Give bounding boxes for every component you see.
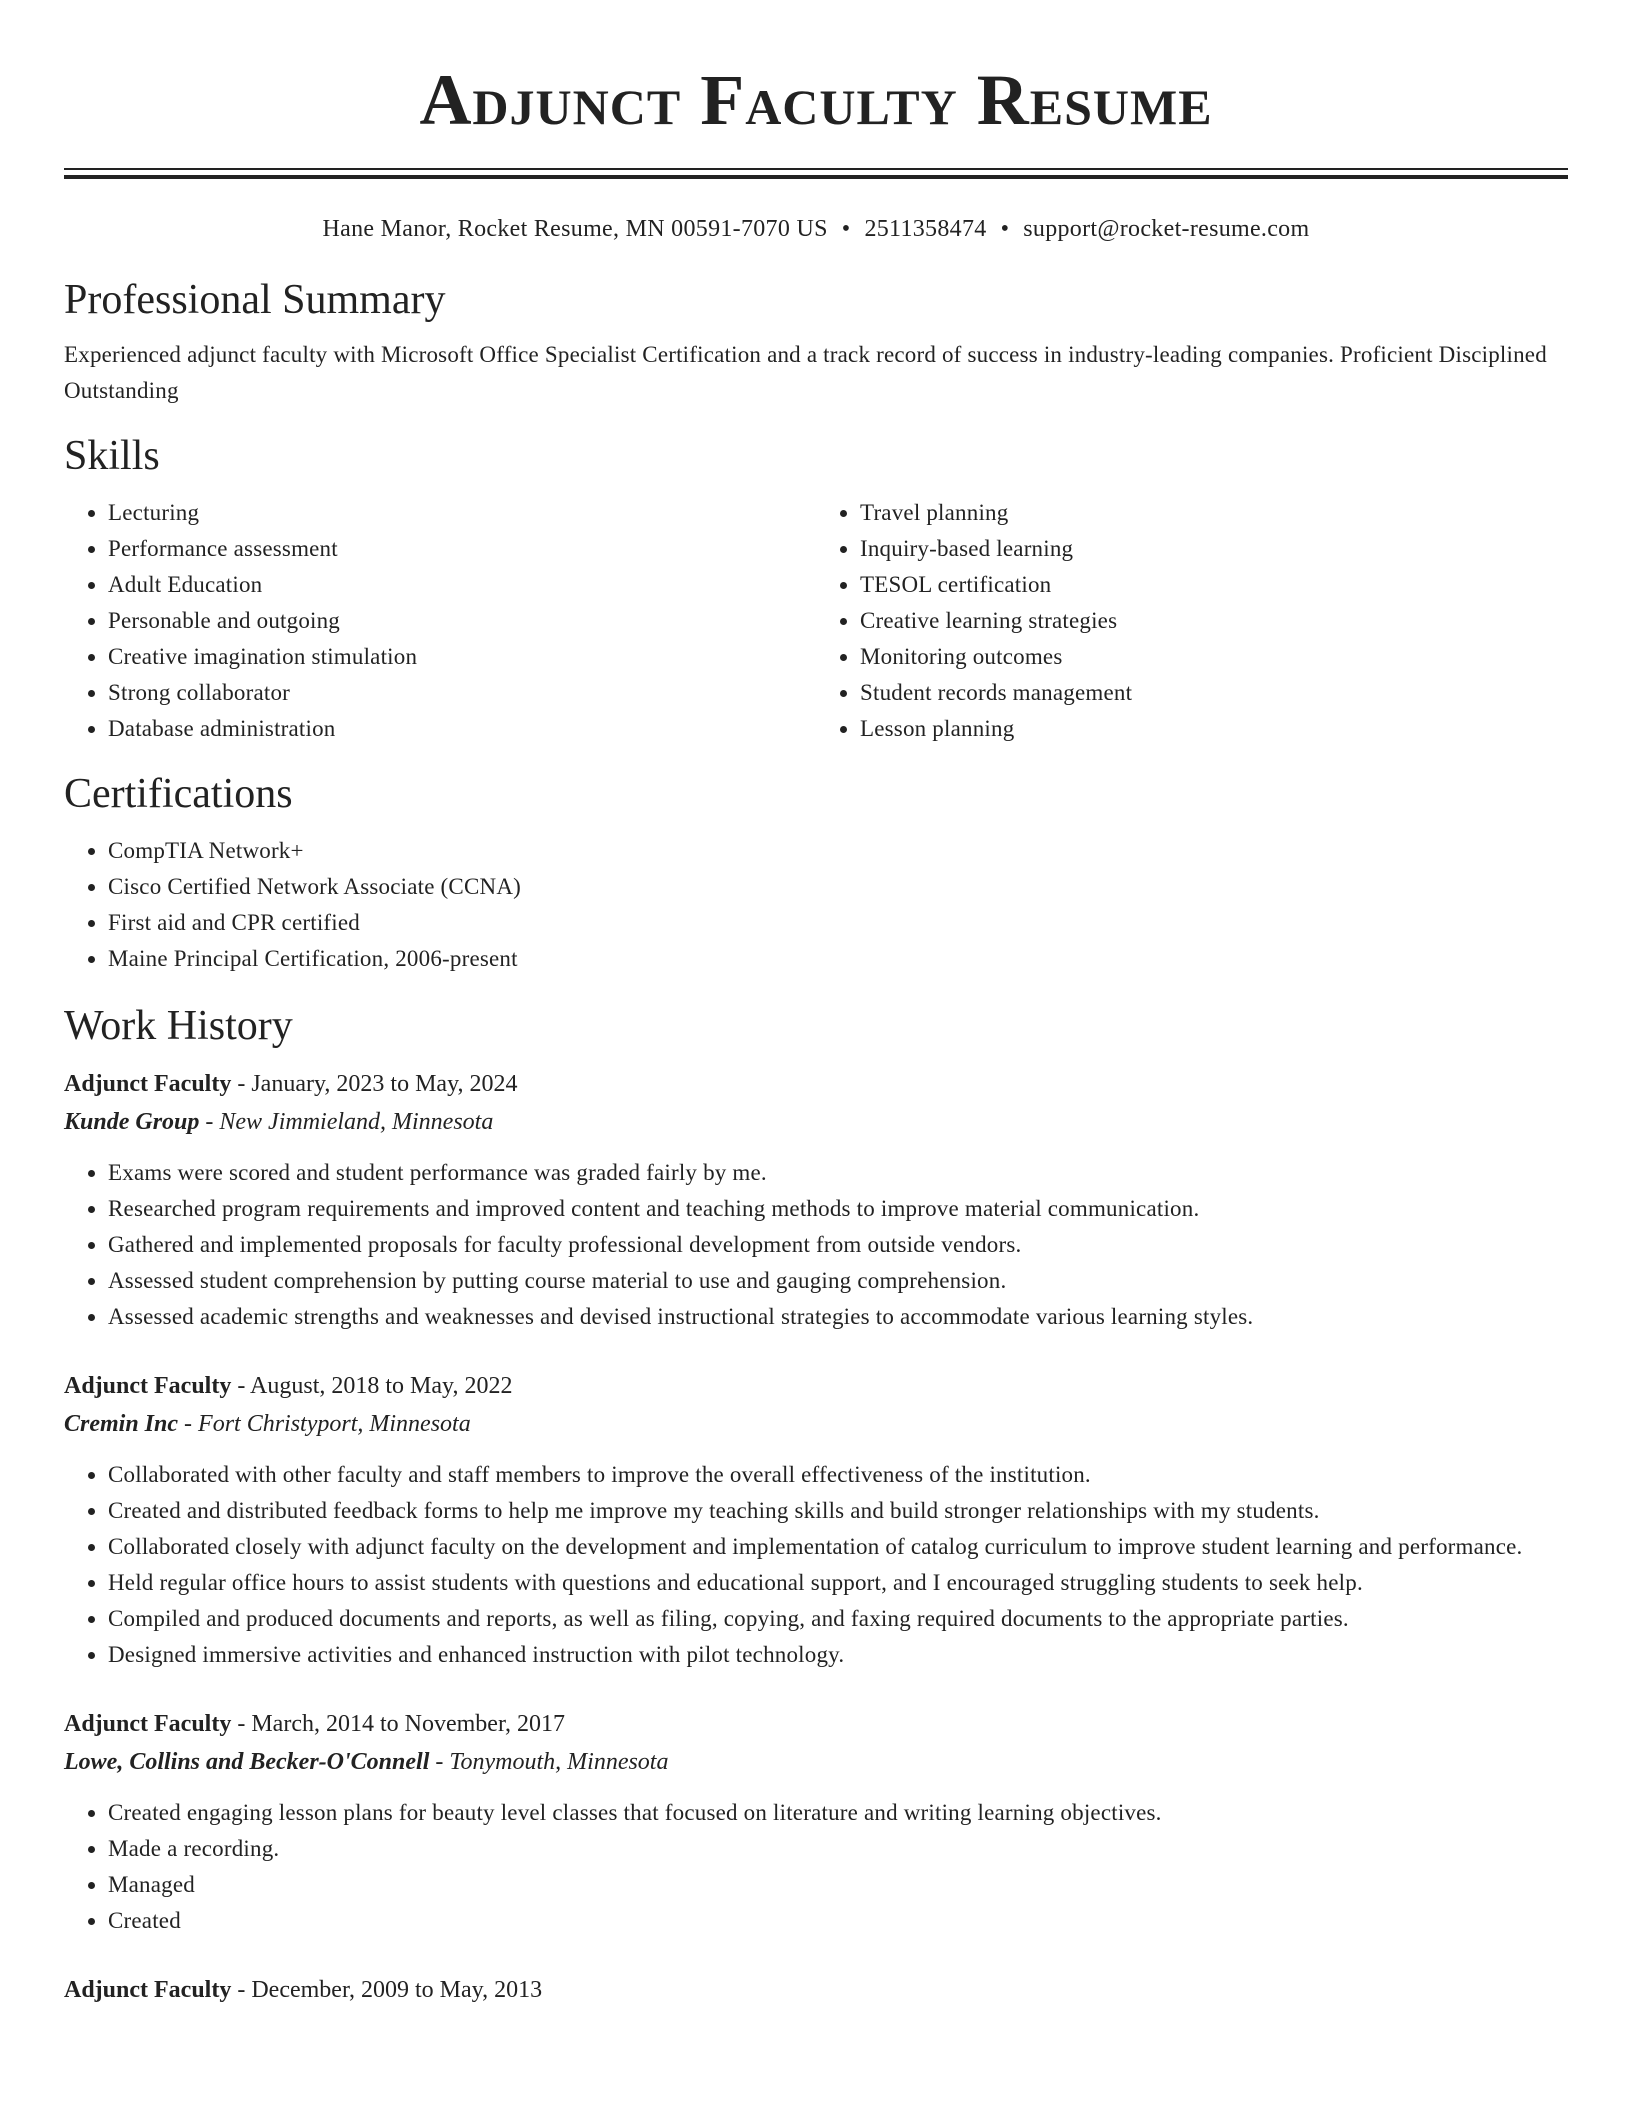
contact-line xyxy=(64,213,1568,245)
certification-item: • CompTIA Network+ xyxy=(108,833,1568,869)
job-entry xyxy=(64,1971,1568,2009)
job-bullets xyxy=(64,1795,1568,1939)
job-dash: - xyxy=(205,1109,214,1135)
skill-item: • Adult Education xyxy=(108,567,816,603)
skill-item: • Creative imagination stimulation xyxy=(108,639,816,675)
job-header xyxy=(64,1705,1568,1743)
certification-item: • Maine Principal Certification, 2006-present xyxy=(108,941,1568,977)
resume-title: Adjunct Faculty Resume xyxy=(419,60,1213,140)
contact-separator: • xyxy=(841,216,851,242)
certification-item: • First aid and CPR certified xyxy=(108,905,1568,941)
job-bullet: • Compiled and produced documents and reports, as well as filing, copying, and faxing required documents to the appropriate parties. xyxy=(108,1601,1568,1637)
skills-list-left xyxy=(64,495,816,747)
skill-item: • Performance assessment xyxy=(108,531,816,567)
job-dash: - xyxy=(237,1373,246,1399)
job-bullets xyxy=(64,1457,1568,1673)
job-dash: - xyxy=(184,1411,193,1437)
job-dates: March, 2014 to November, 2017 xyxy=(251,1711,565,1737)
skill-item: • TESOL certification xyxy=(860,567,1568,603)
resume-page xyxy=(64,0,1568,2009)
certification-item: • Cisco Certified Network Associate (CCNA) xyxy=(108,869,1568,905)
job-location: New Jimmieland, Minnesota xyxy=(219,1109,494,1135)
skill-item: • Lesson planning xyxy=(860,711,1568,747)
job-bullet: • Created engaging lesson plans for beauty level classes that focused on literature and writing learning objectives. xyxy=(108,1795,1568,1831)
skill-item: • Student records management xyxy=(860,675,1568,711)
certifications-heading: Certifications xyxy=(64,771,293,817)
job-dash: - xyxy=(237,1977,246,2003)
work-history-heading: Work History xyxy=(64,1003,293,1049)
job-entry xyxy=(64,1705,1568,1939)
job-role: Adjunct Faculty xyxy=(64,1977,232,2003)
job-bullet: • Researched program requirements and improved content and teaching methods to improve material communication. xyxy=(108,1191,1568,1227)
job-employer xyxy=(64,1743,1568,1781)
job-dash: - xyxy=(435,1749,444,1775)
contact-phone[interactable]: 2511358474 xyxy=(864,216,987,242)
skills-heading: Skills xyxy=(64,433,160,479)
job-company: Kunde Group xyxy=(64,1109,200,1135)
job-dash: - xyxy=(237,1071,246,1097)
job-bullets xyxy=(64,1155,1568,1335)
job-employer xyxy=(64,1405,1568,1443)
skill-item: • Inquiry-based learning xyxy=(860,531,1568,567)
skill-item: • Creative learning strategies xyxy=(860,603,1568,639)
job-bullet: • Assessed student comprehension by putting course material to use and gauging comprehension. xyxy=(108,1263,1568,1299)
certifications-list xyxy=(64,833,1568,977)
job-bullet: • Collaborated closely with adjunct faculty on the development and implementation of catalog curriculum to improve student learning and performance. xyxy=(108,1529,1568,1565)
job-dash: - xyxy=(237,1711,246,1737)
skill-item: • Travel planning xyxy=(860,495,1568,531)
job-dates: January, 2023 to May, 2024 xyxy=(251,1071,518,1097)
skill-item: • Personable and outgoing xyxy=(108,603,816,639)
summary-text: Experienced adjunct faculty with Microsoft Office Specialist Certification and a track record of success in industry-leading companies. Proficient Disciplined Outstanding xyxy=(64,342,1547,403)
skills-columns xyxy=(64,495,1568,747)
summary-heading: Professional Summary xyxy=(64,277,446,323)
job-bullet: • Assessed academic strengths and weaknesses and devised instructional strategies to accommodate various learning styles. xyxy=(108,1299,1568,1335)
title-divider xyxy=(64,168,1568,179)
job-bullet: • Managed xyxy=(108,1867,1568,1903)
job-bullet: • Created xyxy=(108,1903,1568,1939)
skill-item: • Strong collaborator xyxy=(108,675,816,711)
job-header xyxy=(64,1065,1568,1103)
skill-item: • Database administration xyxy=(108,711,816,747)
job-company: Lowe, Collins and Becker-O'Connell xyxy=(64,1749,430,1775)
job-entry xyxy=(64,1065,1568,1335)
job-location: Tonymouth, Minnesota xyxy=(449,1749,669,1775)
skill-item: • Monitoring outcomes xyxy=(860,639,1568,675)
job-role: Adjunct Faculty xyxy=(64,1711,232,1737)
skill-item: • Lecturing xyxy=(108,495,816,531)
job-employer xyxy=(64,1103,1568,1141)
job-bullet: • Created and distributed feedback forms to help me improve my teaching skills and build stronger relationships with my students. xyxy=(108,1493,1568,1529)
job-bullet: • Designed immersive activities and enhanced instruction with pilot technology. xyxy=(108,1637,1568,1673)
contact-email[interactable]: support@rocket-resume.com xyxy=(1023,216,1310,242)
job-bullet: • Held regular office hours to assist students with questions and educational support, and I encouraged struggling students to seek help. xyxy=(108,1565,1568,1601)
contact-separator: • xyxy=(1000,216,1010,242)
job-bullet: • Exams were scored and student performance was graded fairly by me. xyxy=(108,1155,1568,1191)
contact-address: Hane Manor, Rocket Resume, MN 00591-7070 US xyxy=(322,216,828,242)
job-location: Fort Christyport, Minnesota xyxy=(198,1411,471,1437)
skills-list-right xyxy=(816,495,1568,747)
job-company: Cremin Inc xyxy=(64,1411,179,1437)
job-dates: December, 2009 to May, 2013 xyxy=(251,1977,543,2003)
job-bullet: • Made a recording. xyxy=(108,1831,1568,1867)
job-bullet: • Gathered and implemented proposals for faculty professional development from outside vendors. xyxy=(108,1227,1568,1263)
job-header xyxy=(64,1367,1568,1405)
job-header xyxy=(64,1971,1568,2009)
job-entry xyxy=(64,1367,1568,1673)
job-dates: August, 2018 to May, 2022 xyxy=(250,1373,513,1399)
job-role: Adjunct Faculty xyxy=(64,1373,232,1399)
job-bullet: • Collaborated with other faculty and staff members to improve the overall effectiveness of the institution. xyxy=(108,1457,1568,1493)
job-role: Adjunct Faculty xyxy=(64,1071,232,1097)
